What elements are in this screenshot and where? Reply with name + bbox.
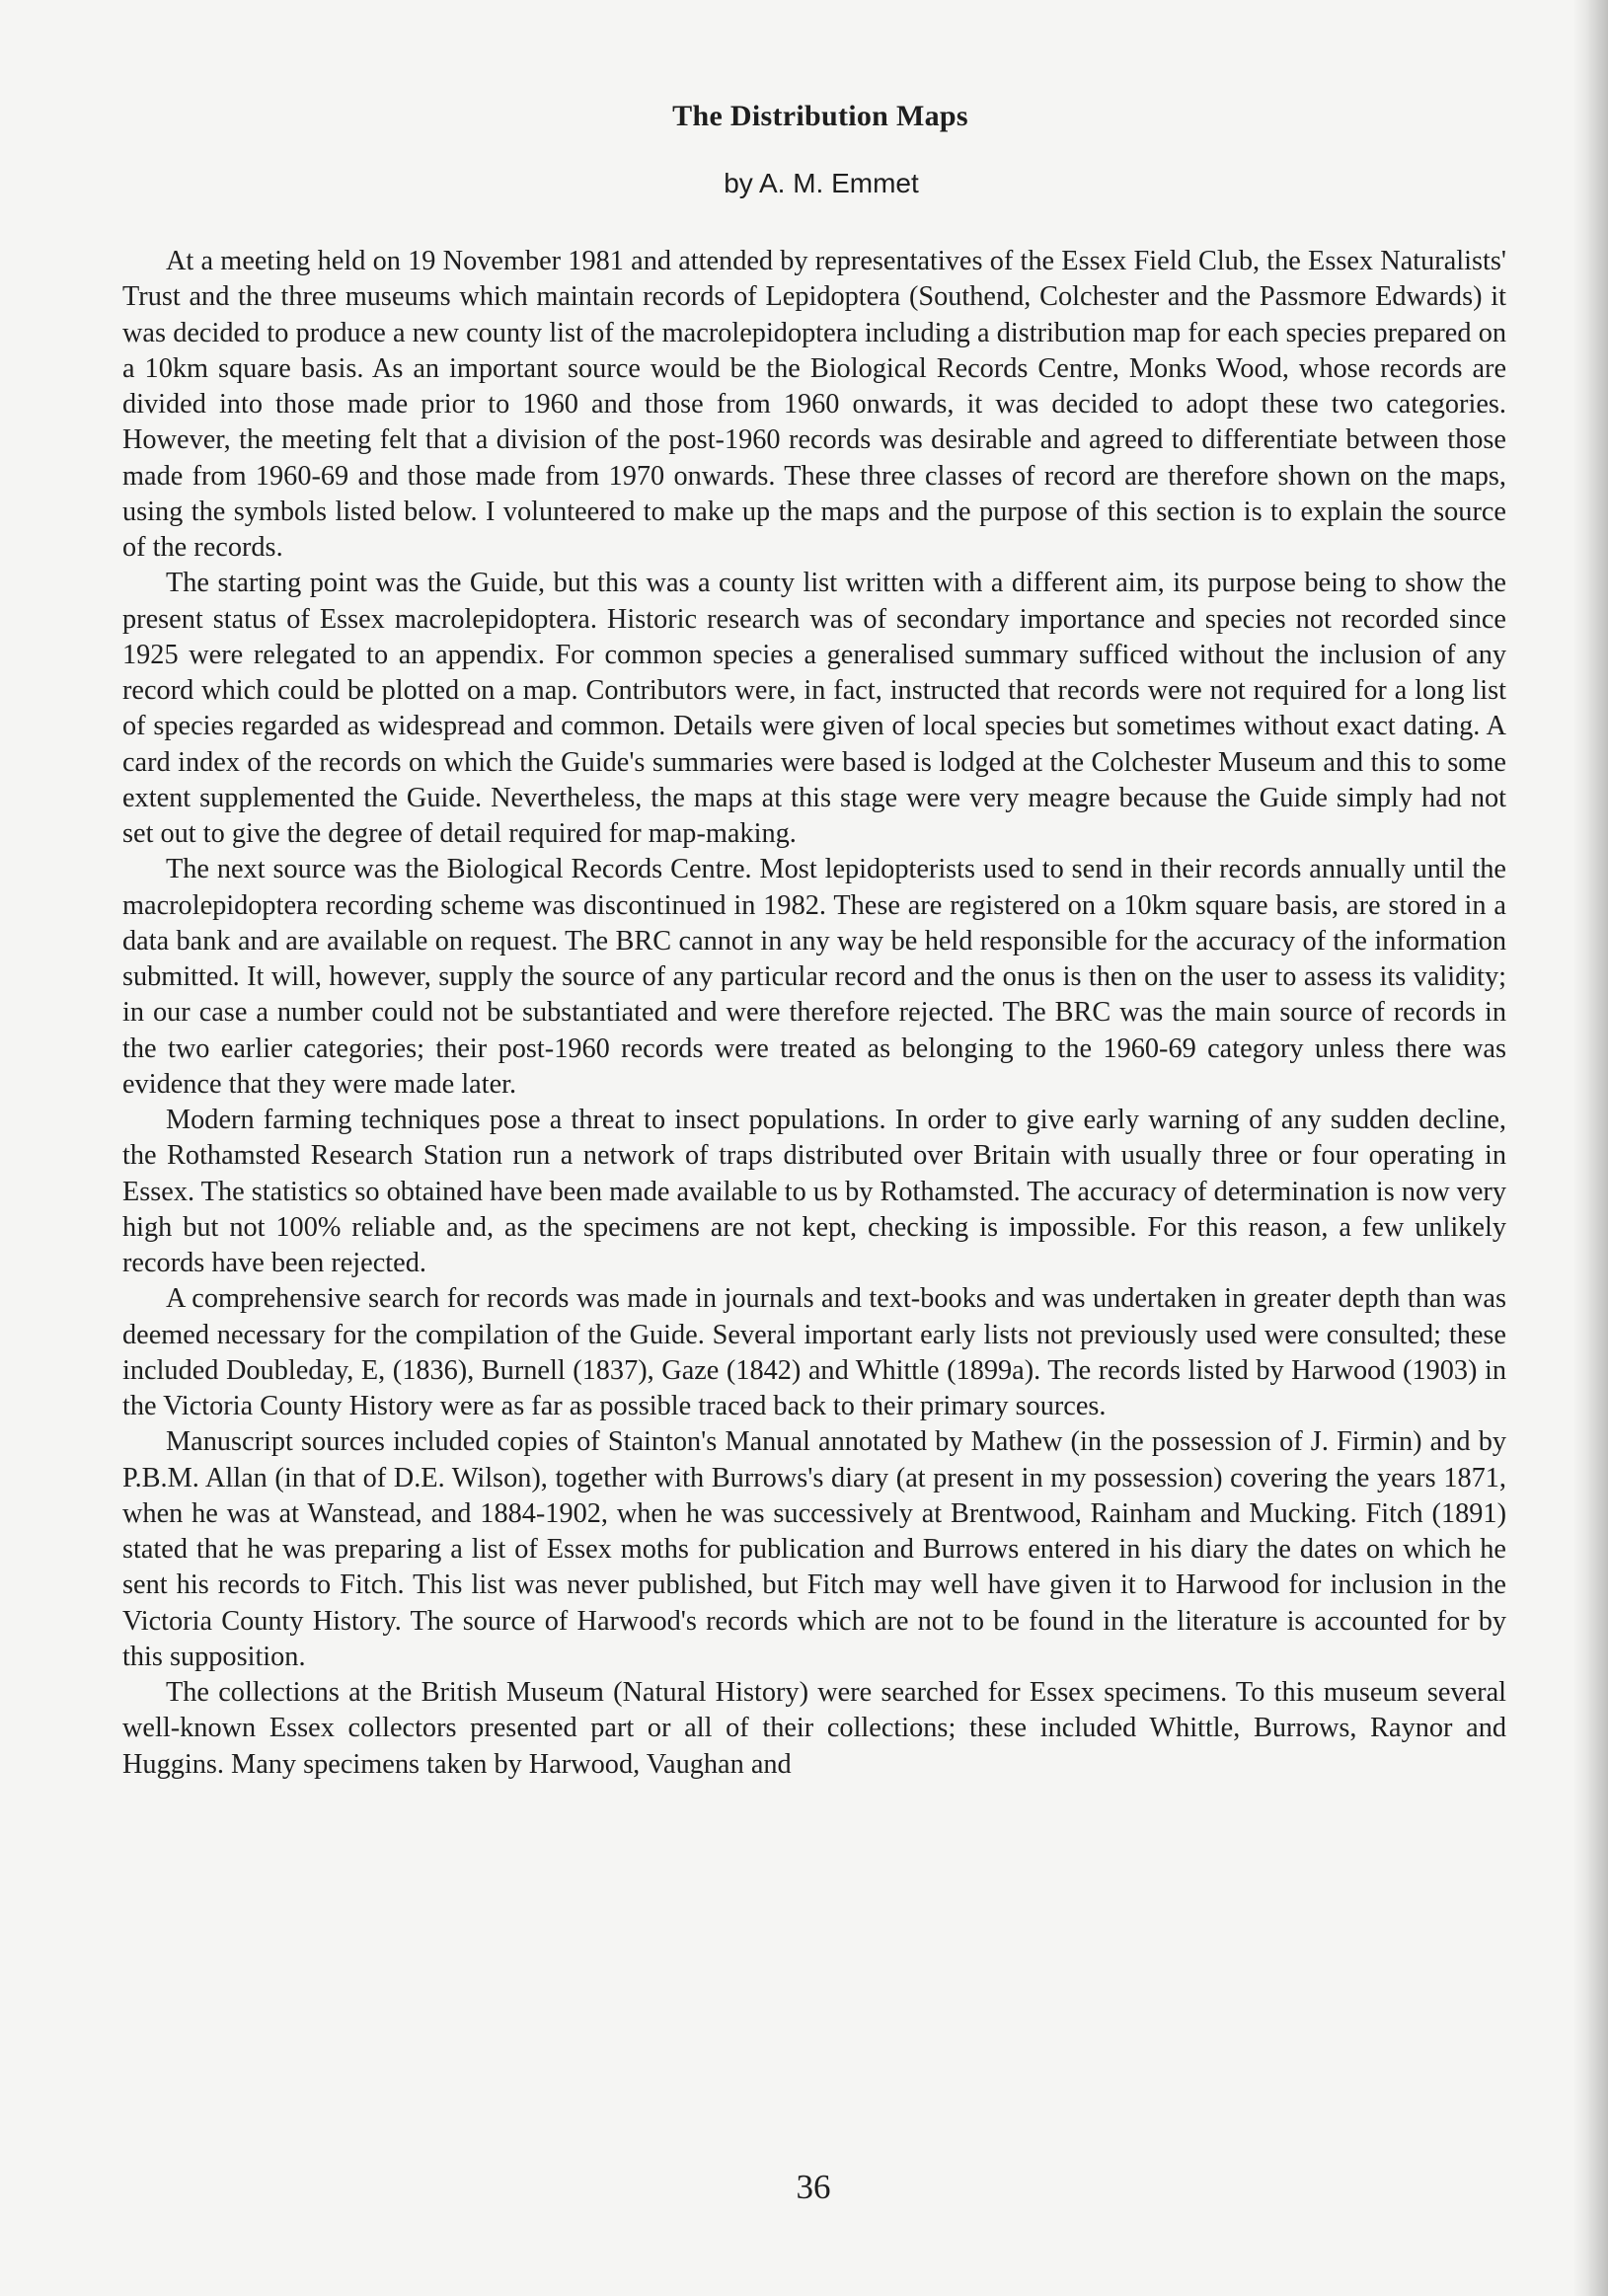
body-text xyxy=(122,244,1506,1783)
paragraph: Modern farming techniques pose a threat to insect populations. In order to give early warning of any sudden decline, the Rothamsted Research Station run a network of traps distributed over Britain with usually three or four operating in Essex. The statistics so obtained have been made available to us by Rothamsted. The accuracy of determination is now very high but not 100% reliable and, as the specimens are not kept, checking is impossible. For this reason, a few unlikely records have been rejected. xyxy=(122,1105,1506,1278)
paragraph: The starting point was the Guide, but this was a county list written with a different aim, its purpose being to show the present status of Essex macrolepidoptera. Historic research was of secondary importance and species not recorded since 1925 were relegated to an appendix. For common species a generalised summary sufficed without the inclusion of any record which could be plotted on a map. Contributors were, in fact, instructed that records were not required for a long list of species regarded as widespread and common. Details were given of local species but sometimes without exact dating. A card index of the records on which the Guide's summaries were based is lodged at the Colchester Museum and this to some extent supplemented the Guide. Nevertheless, the maps at this stage were very meagre because the Guide simply had not set out to give the degree of detail required for map-making. xyxy=(122,568,1506,849)
page-edge-shadow xyxy=(1572,0,1608,2296)
page-title: The Distribution Maps xyxy=(672,100,968,132)
paragraph: The collections at the British Museum (Natural History) were searched for Essex specimens. To this museum several well-known Essex collectors presented part or all of their collections; these included Whittle, Burrows, Raynor and Huggins. Many specimens taken by Harwood, Vaughan and xyxy=(122,1677,1506,1780)
paragraph: At a meeting held on 19 November 1981 and attended by representatives of the Essex Field Club, the Essex Naturalists' Trust and the three museums which maintain records of Lepidoptera (Southend, Colchester and the Passmore Edwards) it was decided to produce a new county list of the macrolepidoptera including a distribution map for each species prepared on a 10km square basis. As an important source would be the Biological Records Centre, Monks Wood, whose records are divided into those made prior to 1960 and those from 1960 onwards, it was decided to adopt these two categories. However, the meeting felt that a division of the post-1960 records was desirable and agreed to differentiate between those made from 1960-69 and those made from 1970 onwards. These three classes of record are therefore shown on the maps, using the symbols listed below. I volunteered to make up the maps and the purpose of this section is to explain the source of the records. xyxy=(122,246,1506,563)
paragraph: The next source was the Biological Records Centre. Most lepidopterists used to send in their records annually until the macrolepidoptera recording scheme was discontinued in 1982. These are registered on a 10km square basis, are stored in a data bank and are available on request. The BRC cannot in any way be held responsible for the accuracy of the information submitted. It will, however, supply the source of any particular record and the onus is then on the user to assess its validity; in our case a number could not be substantiated and were therefore rejected. The BRC was the main source of records in the two earlier categories; their post-1960 records were treated as belonging to the 1960-69 category unless there was evidence that they were made later. xyxy=(122,854,1506,1100)
author-line: by A. M. Emmet xyxy=(724,168,919,198)
page-number: 36 xyxy=(796,2168,831,2206)
paragraph: A comprehensive search for records was made in journals and text-books and was undertaken in greater depth than was deemed necessary for the compilation of the Guide. Several important early lists not previously used were consulted; these included Doubleday, E, (1836), Burnell (1837), Gaze (1842) and Whittle (1899a). The records listed by Harwood (1903) in the Victoria County History were as far as possible traced back to their primary sources. xyxy=(122,1283,1506,1421)
paragraph: Manuscript sources included copies of Stainton's Manual annotated by Mathew (in the possession of J. Firmin) and by P.B.M. Allan (in that of D.E. Wilson), together with Burrows's diary (at present in my possession) covering the years 1871, when he was at Wanstead, and 1884-1902, when he was successively at Brentwood, Rainham and Mucking. Fitch (1891) stated that he was preparing a list of Essex moths for publication and Burrows entered in his diary the dates on which he sent his records to Fitch. This list was never published, but Fitch may well have given it to Harwood for inclusion in the Victoria County History. The source of Harwood's records which are not to be found in the literature is accounted for by this supposition. xyxy=(122,1426,1506,1672)
